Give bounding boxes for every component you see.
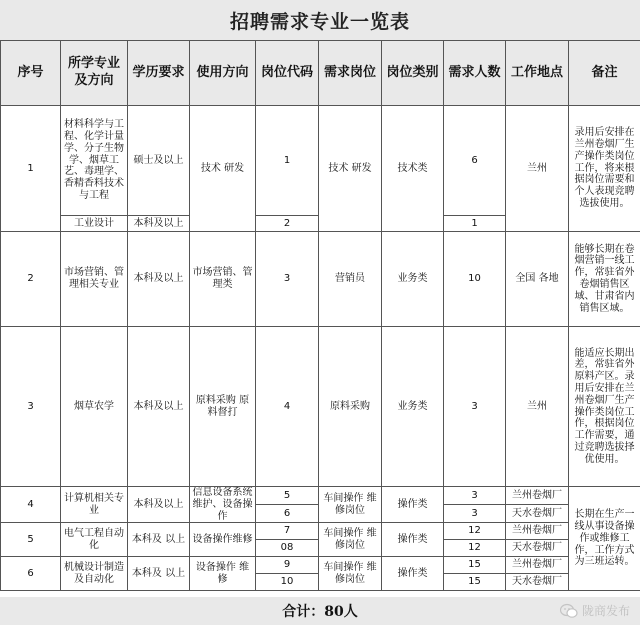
cell-direction: 原料采购 原料督打: [190, 327, 256, 487]
cell-category: 业务类: [382, 232, 444, 327]
cell-note: 能够长期在卷烟营销一线工作，常驻省外卷烟销售区域、甘肃省内销售区域。: [569, 232, 640, 327]
cell-location: 兰州卷烟厂: [506, 487, 569, 505]
header-no: 序号: [1, 41, 61, 106]
cell-location: 兰州卷烟厂: [506, 523, 569, 540]
table-row: [1, 232, 640, 327]
total-bar: [0, 597, 640, 625]
cell-count: 12: [444, 540, 506, 557]
cell-category: 操作类: [382, 557, 444, 591]
cell-code: 2: [256, 216, 319, 232]
cell-education: 本科及以上: [128, 216, 190, 232]
cell-major: 烟草农学: [61, 327, 128, 487]
header-position: 需求岗位: [319, 41, 382, 106]
cell-code: 3: [256, 232, 319, 327]
cell-code: 08: [256, 540, 319, 557]
header-code: 岗位代码: [256, 41, 319, 106]
table-row: [1, 106, 640, 216]
cell-position: 车间操作 维修岗位: [319, 487, 382, 523]
cell-direction: 技术 研发: [190, 106, 256, 232]
cell-code: 9: [256, 557, 319, 574]
table-row: [1, 327, 640, 487]
cell-location: 兰州: [506, 327, 569, 487]
cell-code: 4: [256, 327, 319, 487]
cell-count: 3: [444, 327, 506, 487]
cell-code: 5: [256, 487, 319, 505]
cell-direction: 信息设备系统维护、设备操作: [190, 487, 256, 523]
recruitment-table: [0, 40, 640, 591]
wechat-icon: [560, 603, 578, 619]
cell-education: 本科及以上: [128, 327, 190, 487]
cell-direction: 设备操作维修: [190, 523, 256, 557]
cell-direction: 市场营销、管理类: [190, 232, 256, 327]
header-row: [1, 41, 640, 106]
cell-major: 机械设计制造及自动化: [61, 557, 128, 591]
cell-major: 电气工程自动化: [61, 523, 128, 557]
table-row: [1, 557, 640, 574]
cell-major: 市场营销、管理相关专业: [61, 232, 128, 327]
cell-category: 操作类: [382, 523, 444, 557]
cell-position: 车间操作 维修岗位: [319, 557, 382, 591]
cell-category: 技术类: [382, 106, 444, 232]
cell-position: 原料采购: [319, 327, 382, 487]
cell-count: 1: [444, 216, 506, 232]
cell-location: 天水卷烟厂: [506, 574, 569, 591]
cell-no: 5: [1, 523, 61, 557]
header-count: 需求人数: [444, 41, 506, 106]
cell-location: 天水卷烟厂: [506, 540, 569, 557]
cell-category: 业务类: [382, 327, 444, 487]
cell-location: 全国 各地: [506, 232, 569, 327]
cell-count: 15: [444, 557, 506, 574]
cell-education: 本科及 以上: [128, 523, 190, 557]
header-category: 岗位类别: [382, 41, 444, 106]
cell-code: 10: [256, 574, 319, 591]
header-note: 备注: [569, 41, 640, 106]
cell-no: 6: [1, 557, 61, 591]
cell-code: 1: [256, 106, 319, 216]
table-row: [1, 523, 640, 540]
cell-education: 本科及以上: [128, 487, 190, 523]
cell-education: 本科及以上: [128, 232, 190, 327]
cell-major: 材料科学与工程、化学计量学、分子生物学、烟草工艺、毒理学、香精香料技术与工程: [61, 106, 128, 216]
cell-no: 3: [1, 327, 61, 487]
cell-code: 7: [256, 523, 319, 540]
cell-note: 录用后安排在兰州卷烟厂生产操作类岗位工作，将来根据岗位需要和个人表现竞聘选拔使用。: [569, 106, 640, 232]
header-direction: 使用方向: [190, 41, 256, 106]
cell-position: 技术 研发: [319, 106, 382, 232]
cell-education: 本科及 以上: [128, 557, 190, 591]
cell-count: 15: [444, 574, 506, 591]
cell-position: 车间操作 维修岗位: [319, 523, 382, 557]
cell-major: 计算机相关专业: [61, 487, 128, 523]
header-location: 工作地点: [506, 41, 569, 106]
cell-count: 10: [444, 232, 506, 327]
header-education: 学历要求: [128, 41, 190, 106]
cell-no: 1: [1, 106, 61, 232]
cell-location: 兰州: [506, 106, 569, 232]
cell-count: 3: [444, 487, 506, 505]
cell-no: 4: [1, 487, 61, 523]
cell-location: 天水卷烟厂: [506, 505, 569, 523]
page-title: 招聘需求专业一览表: [229, 10, 410, 33]
table-row: [1, 487, 640, 505]
cell-count: 3: [444, 505, 506, 523]
watermark: [560, 602, 630, 619]
cell-no: 2: [1, 232, 61, 327]
total-label: 合计：80人: [282, 604, 358, 620]
cell-count: 6: [444, 106, 506, 216]
cell-direction: 设备操作 维修: [190, 557, 256, 591]
header-major: 所学专业及方向: [61, 41, 128, 106]
cell-major: 工业设计: [61, 216, 128, 232]
cell-code: 6: [256, 505, 319, 523]
cell-education: 硕士及以上: [128, 106, 190, 216]
title-bar: [0, 0, 640, 40]
watermark-text: 陇商发布: [581, 604, 630, 618]
cell-category: 操作类: [382, 487, 444, 523]
cell-location: 兰州卷烟厂: [506, 557, 569, 574]
cell-count: 12: [444, 523, 506, 540]
cell-position: 营销员: [319, 232, 382, 327]
cell-note: 能适应长期出差，常驻省外原料产区。录用后安排在兰州卷烟厂生产操作类岗位工作，根据岗位工作需要，通过竞聘选拔择优使用。: [569, 327, 640, 487]
cell-note: 长期在生产一线从事设备操作或维修工作，工作方式为三班运转。: [569, 487, 640, 591]
